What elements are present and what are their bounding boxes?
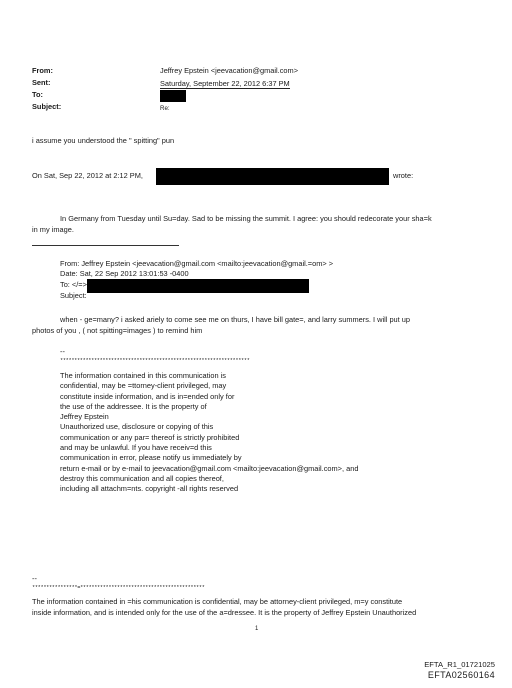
quoted-line-2: in my image. (32, 225, 74, 234)
disclaimer-2-line-2: inside information, and is intended only for the use of the a=dressee. It is the property of Jeffrey Epstein Unauthorized (32, 608, 417, 617)
to-label: To: (32, 90, 43, 99)
disclaimer-1-line: including all attachm=nts. copyright -all rights reserved (60, 484, 239, 494)
separator-line (32, 245, 179, 246)
forwarded-subject: Subject: (60, 291, 87, 300)
disclaimer-1-line: the use of the addressee. It is the property of (60, 401, 207, 411)
disclaimer-1-line: communication in error, please notify us immediately by (60, 453, 242, 463)
disclaimer-1-stars: ******************************************************************* (60, 358, 250, 364)
page-number: 1 (255, 626, 259, 632)
forwarded-date: Date: Sat, 22 Sep 2012 13:01:53 -0400 (60, 269, 189, 278)
disclaimer-1-line: and may be unlawful. If you have receiv=d this (60, 443, 212, 453)
reply-intro-prefix: On Sat, Sep 22, 2012 at 2:12 PM, (32, 171, 143, 180)
sent-label: Sent: (32, 78, 51, 87)
disclaimer-1-line: The information contained in this communication is (60, 371, 226, 380)
subject-label: Subject: (32, 102, 62, 111)
disclaimer-2-dashes: -- (32, 574, 37, 583)
forwarded-from: From: Jeffrey Epstein <jeevacation@gmail.com <mailto:jeevacation@gmail.=om> > (60, 259, 334, 268)
from-label: From: (32, 66, 53, 75)
message-text: i assume you understood the " spitting" pun (32, 136, 175, 145)
disclaimer-1-text (60, 371, 358, 495)
disclaimer-1-line: Jeffrey Epstein (60, 412, 109, 422)
from-value: Jeffrey Epstein <jeevacation@gmail.com> (160, 66, 299, 75)
subject-value: Re: (160, 105, 170, 112)
disclaimer-1-line: destroy this communication and all copies thereof, (60, 473, 224, 483)
disclaimer-1-dashes: -- (60, 347, 65, 356)
disclaimer-1-line: Unauthorized use, disclosure or copying of this (60, 422, 214, 432)
reply-intro-suffix: wrote: (393, 171, 414, 180)
quoted-line-1: In Germany from Tuesday until Su=day. Sad to be missing the summit. I agree: you should redecorate your sha=k (60, 214, 432, 223)
redaction-recipient (87, 279, 309, 293)
bates-number-2: EFTA02560164 (427, 670, 495, 680)
disclaimer-2-stars: ****************=******************************************** (32, 585, 205, 591)
bates-number-1: EFTA_R1_01721025 (424, 660, 495, 669)
redaction-to (160, 90, 186, 102)
disclaimer-1-line: communication or any par= thereof is strictly prohibited (60, 432, 240, 442)
disclaimer-1-line: constitute inside information, and is in=ended only for (60, 391, 235, 401)
disclaimer-1-line: confidential, may be =ttorney-client privileged, may (60, 381, 227, 391)
forwarded-message-line-1: when - ge=many? i asked ariely to come see me on thurs, I have bill gate=, and larry summers. I will put up (60, 315, 410, 324)
forwarded-to: To: </=> (60, 280, 87, 289)
redaction-sender (156, 168, 389, 185)
disclaimer-2-line-1: The information contained in =his communication is confidential, may be attorney-client privileged, m=y constitute (32, 597, 403, 606)
disclaimer-1-line: return e-mail or by e-mail to jeevacation@gmail.com <mailto:jeevacation@gmail.com>, and (60, 463, 359, 473)
forwarded-message-line-2: photos of you , ( not spitting=images ) to remind him (32, 326, 203, 335)
sent-value: Saturday, September 22, 2012 6:37 PM (160, 79, 290, 88)
